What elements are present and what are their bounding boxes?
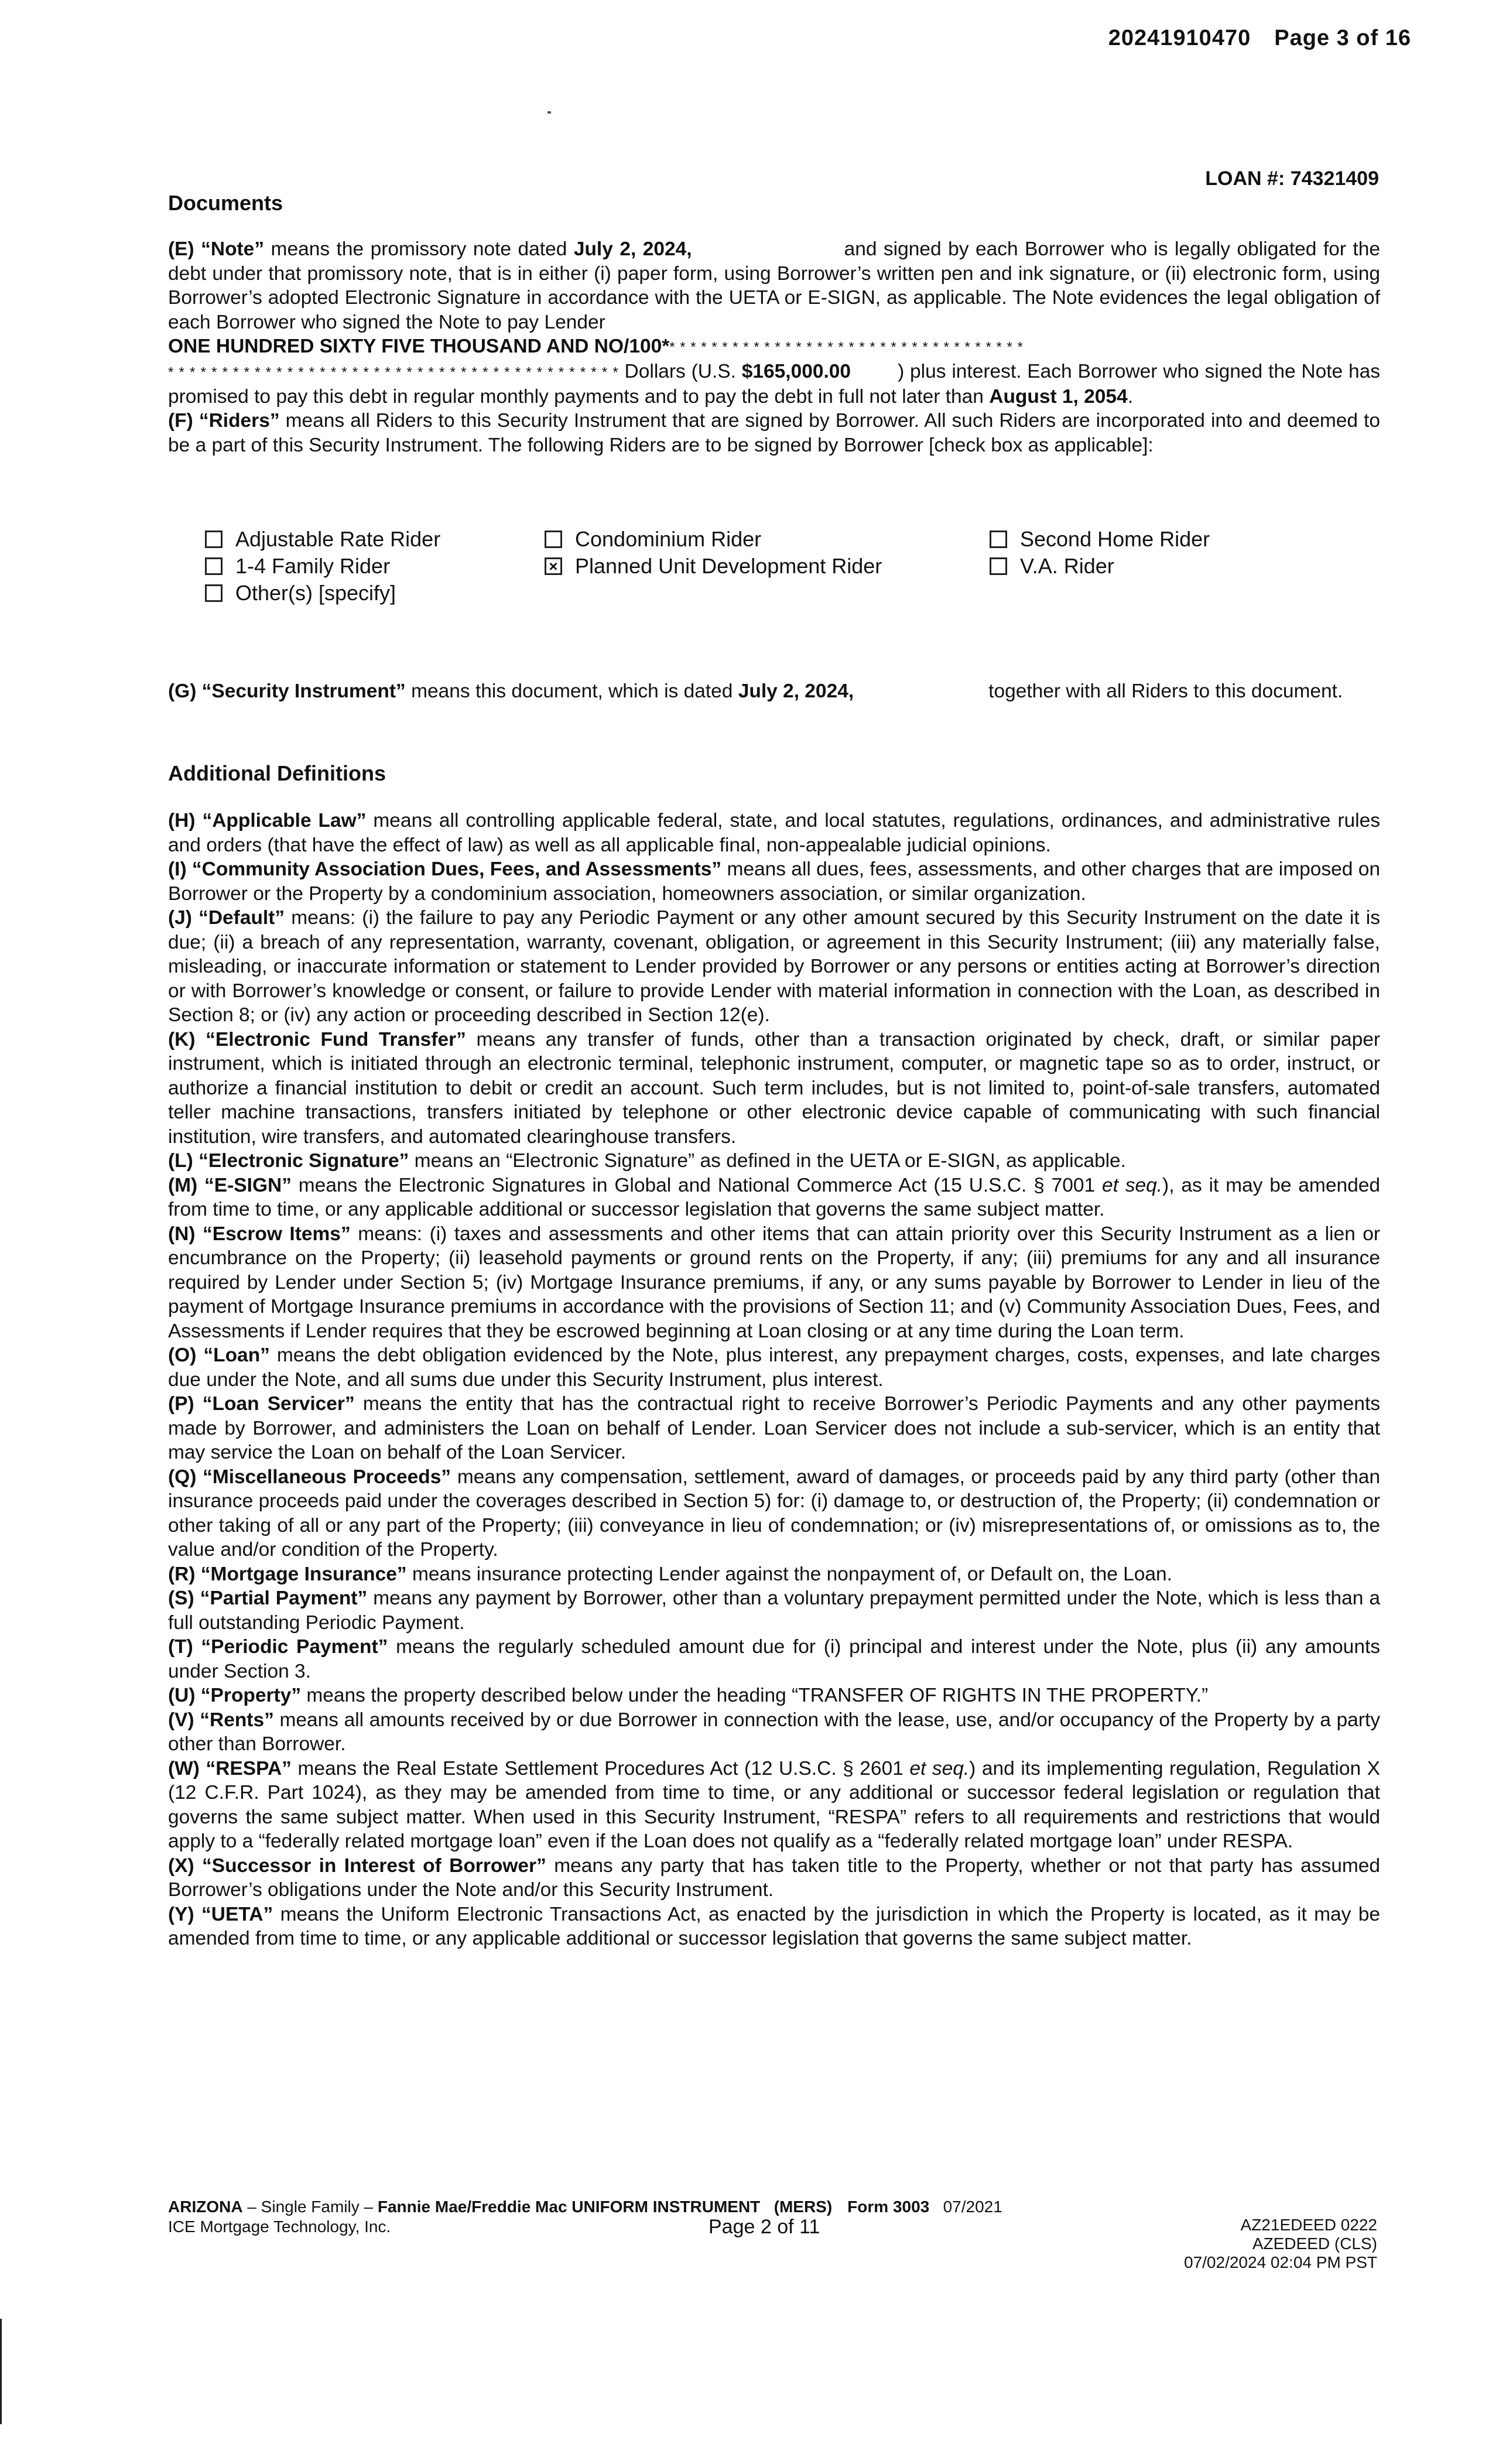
rider-checklist <box>205 526 1317 607</box>
definition-ueta: (Y) “UETA” means the Uniform Electronic Transactions Act, as enacted by the jurisdiction in which the Property is located, as it may be amended from time to time, or any applicable additional or successor legislation that governs the same subject matter. <box>168 1903 1380 1949</box>
checkbox-icon[interactable] <box>545 531 562 548</box>
footer-form-date: 07/2021 <box>943 2198 1002 2216</box>
definition-respa: (W) “RESPA” means the Real Estate Settlement Procedures Act (12 U.S.C. § 2601 et seq.) and its implementing regulation, Regulation X (12 C.F.R. Part 1024), as they may be amended from time to time, or any additional or successor federal legislation or regulation that governs the same subject matter. When used in this Security Instrument, “RESPA” refers to all requirements and restrictions that would apply to a “federally related mortgage loan” even if the Loan does not qualify as a “federally related mortgage loan” under RESPA. <box>168 1757 1381 1852</box>
section-heading-documents: Documents <box>168 191 283 215</box>
footer-state: ARIZONA <box>168 2198 243 2216</box>
definition-riders: (F) “Riders” means all Riders to this Security Instrument that are signed by Borrower. All such Riders are incorporated into and deemed to be a part of this Security Instrument. The following Riders are to be signed by Borrower [check box as applicable]: <box>168 410 1380 456</box>
note-date: July 2, 2024, <box>573 238 692 260</box>
definition-label: (F) “Riders” <box>168 410 280 432</box>
definition-mortgage-insurance: (R) “Mortgage Insurance” means insurance protecting Lender against the nonpayment of, or Default on, the Loan. <box>168 1563 1172 1585</box>
definition-label: (G) “Security Instrument” <box>168 680 406 702</box>
checkbox-icon[interactable] <box>990 557 1007 575</box>
definitions-block-documents <box>168 237 1380 457</box>
definition-electronic-signature: (L) “Electronic Signature” means an “Electronic Signature” as defined in the UETA or E-SIGN, as applicable. <box>168 1150 1126 1172</box>
filler-stars: * * * * * * * * * * * * * * * * * * * * * * * * * * * * * * * * * * <box>669 339 1024 355</box>
definition-default: (J) “Default” means: (i) the failure to pay any Periodic Payment or any other amount secured by this Security Instrument on the date it is due; (ii) a breach of any representation, warranty, covenant, obligation, or agreement in this Security Instrument; (iii) any materially false, misleading, or inaccurate information or statement to Lender provided by Borrower or any persons or entities acting at Borrower’s direction or with Borrower’s knowledge or consent, or failure to provide Lender with material information in connection with the Loan, as described in Section 8; or (iv) any action or proceeding described in Section 12(e). <box>168 907 1381 1026</box>
footer-form-number: Form 3003 <box>847 2198 930 2216</box>
definition-miscellaneous-proceeds: (Q) “Miscellaneous Proceeds” means any compensation, settlement, award of damages, or proceeds paid by any third party (other than insurance proceeds paid under the coverages described in Section 5) for: (i) damage to, or destruction of, the Property; (ii) condemnation or other taking of all or any part of the Property; (iii) conveyance in lieu of condemnation; or (iv) misrepresentations of, or omissions as to, the value and/or condition of the Property. <box>168 1466 1380 1560</box>
definition-applicable-law: (H) “Applicable Law” means all controlling applicable federal, state, and local statutes, regulations, ordinances, and administrative rules and orders (that have the effect of law) as well as all applicable final, non-appealable judicial opinions. <box>168 810 1380 856</box>
rider-planned-unit-development[interactable]: × Planned Unit Development Rider <box>545 553 990 580</box>
checkbox-icon[interactable] <box>205 557 223 575</box>
definition-periodic-payment: (T) “Periodic Payment” means the regularly scheduled amount due for (i) principal and interest under the Note, plus (ii) any amounts under Section 3. <box>168 1636 1381 1682</box>
definition-e-sign: (M) “E-SIGN” means the Electronic Signatures in Global and National Commerce Act (15 U.S.C. § 7001 et seq.), as it may be amended from time to time, or any applicable additional or successor legislation that governs the same subject matter. <box>168 1174 1380 1220</box>
rider-va[interactable]: V.A. Rider <box>990 553 1317 580</box>
definition-loan-servicer: (P) “Loan Servicer” means the entity that has the contractual right to receive Borrower’s Periodic Payments and any other payments made by Borrower, and administers the Loan on behalf of Lender. Loan Servicer does not include a sub-servicer, which is an entity that may service the Loan on behalf of the Loan Servicer. <box>168 1393 1380 1463</box>
footer-codes: AZ21EDEED 0222 AZEDEED (CLS) 07/02/2024 02:04 PM PST <box>1184 2216 1377 2271</box>
section-heading-additional-definitions: Additional Definitions <box>168 761 386 785</box>
footer-page-number: Page 2 of 11 <box>709 2216 820 2238</box>
rider-second-home[interactable]: Second Home Rider <box>990 526 1317 553</box>
checkbox-icon[interactable] <box>990 531 1007 548</box>
definition-security-instrument: (G) “Security Instrument” means this document, which is dated July 2, 2024, together with all Riders to this document. <box>168 680 1343 702</box>
loan-number: LOAN #: 74321409 <box>1205 167 1379 190</box>
definition-community-association-dues: (I) “Community Association Dues, Fees, and Assessments” means all dues, fees, assessments, and other charges that are imposed on Borrower or the Property by a condominium association, homeowners association, or similar organization. <box>168 858 1380 905</box>
checked-checkbox-icon[interactable]: × <box>545 557 562 575</box>
definition-escrow-items: (N) “Escrow Items” means: (i) taxes and assessments and other items that can attain priority over this Security Instrument as a lien or encumbrance on the Property; (ii) leasehold payments or ground rents on the Property, if any; (iii) premiums for any and all insurance required by Lender under Section 5; (iv) Mortgage Insurance premiums, if any, or any sums payable by Borrower to Lender in lieu of the payment of Mortgage Insurance premiums in accordance with the provisions of Section 11; and (v) Community Association Dues, Fees, and Assessments if Lender requires that they be escrowed beginning at Loan closing or at any time during the Loan term. <box>168 1223 1381 1342</box>
footer-vendor: ICE Mortgage Technology, Inc. <box>168 2217 391 2236</box>
definition-property: (U) “Property” means the property described below under the heading “TRANSFER OF RIGHTS IN THE PROPERTY.” <box>168 1685 1209 1706</box>
checkbox-icon[interactable] <box>205 531 223 548</box>
page-header <box>1108 26 1411 51</box>
definition-partial-payment: (S) “Partial Payment” means any payment by Borrower, other than a voluntary prepayment permitted under the Note, which is less than a full outstanding Periodic Payment. <box>168 1587 1381 1634</box>
loan-amount: $165,000.00 <box>741 360 851 382</box>
definition-rents: (V) “Rents” means all amounts received by or due Borrower in connection with the lease, use, and/or occupancy of the Property by a party other than Borrower. <box>168 1709 1380 1755</box>
definition-label: (E) “Note” <box>168 238 265 260</box>
rider-adjustable-rate[interactable]: Adjustable Rate Rider <box>205 526 545 553</box>
filler-stars: * * * * * * * * * * * * * * * * * * * * * * * * * * * * * * * * * * * * * * * * * * <box>168 364 619 381</box>
definitions-block-additional <box>168 809 1380 1951</box>
maturity-date: August 1, 2054 <box>989 385 1128 408</box>
footer-form-title: Fannie Mae/Freddie Mac UNIFORM INSTRUMENT <box>377 2198 761 2216</box>
page-indicator: Page 3 of 16 <box>1274 26 1411 50</box>
definition-electronic-fund-transfer: (K) “Electronic Fund Transfer” means any transfer of funds, other than a transaction originated by check, draft, or similar paper instrument, which is initiated through an electronic terminal, telephonic instrument, computer, or magnetic tape so as to order, instruct, or authorize a financial institution to debit or credit an account. Such term includes, but is not limited to, point-of-sale transfers, automated teller machine transactions, transfers initiated by telephone or other electronic device capable of communicating with such financial institution, wire transfers, and automated clearinghouse transfers. <box>168 1028 1380 1148</box>
rider-1-4-family[interactable]: 1-4 Family Rider <box>205 553 545 580</box>
form-footer: ARIZONA – Single Family – Fannie Mae/Freddie Mac UNIFORM INSTRUMENT (MERS) Form 3003 07/2021 ICE Mortgage Technology, Inc. <box>168 2198 1002 2236</box>
scan-mark <box>547 111 551 114</box>
instrument-date: July 2, 2024, <box>738 680 854 702</box>
rider-condominium[interactable]: Condominium Rider <box>545 526 990 553</box>
checkbox-icon[interactable] <box>205 584 223 602</box>
scan-edge-line <box>0 2319 2 2424</box>
loan-amount-words: ONE HUNDRED SIXTY FIVE THOUSAND AND NO/100* <box>168 336 670 357</box>
document-id: 20241910470 <box>1108 26 1251 50</box>
definition-loan: (O) “Loan” means the debt obligation evidenced by the Note, plus interest, any prepayment charges, costs, expenses, and late charges due under the Note, and all sums due under this Security Instrument, plus interest. <box>168 1344 1380 1391</box>
footer-timestamp: 07/02/2024 02:04 PM PST <box>1184 2253 1377 2271</box>
definition-successor-in-interest: (X) “Successor in Interest of Borrower” means any party that has taken title to the Property, whether or not that party has assumed Borrower’s obligations under the Note and/or this Security Instrument. <box>168 1854 1380 1901</box>
definition-note: (E) “Note” means the promissory note dated July 2, 2024, and signed by each Borrower who is legally obligated for the debt under that promissory note, that is in either (i) paper form, using Borrower’s written pen and ink signature, or (ii) electronic form, using Borrower’s adopted Electronic Signature in accordance with the UETA or E-SIGN, as applicable. The Note evidences the legal obligation of each Borrower who signed the Note to pay Lender ONE HUNDRED SIXTY FIVE THOUSAND AND NO/100** * * * * * * * * * * * * * * * * * * * * * * * * * * * * * * * * * * * * * * * * * * * * * * * * * * * * * * * * * * * * * * * * * * * * * * * * * * * Dollars (U.S. $165,000.00 ) plus interest. Each Borrower who signed the Note has promised to pay this debt in regular monthly payments and to pay the debt in full not later than August 1, 2054. <box>168 238 1381 408</box>
rider-others[interactable]: Other(s) [specify] <box>205 580 545 607</box>
